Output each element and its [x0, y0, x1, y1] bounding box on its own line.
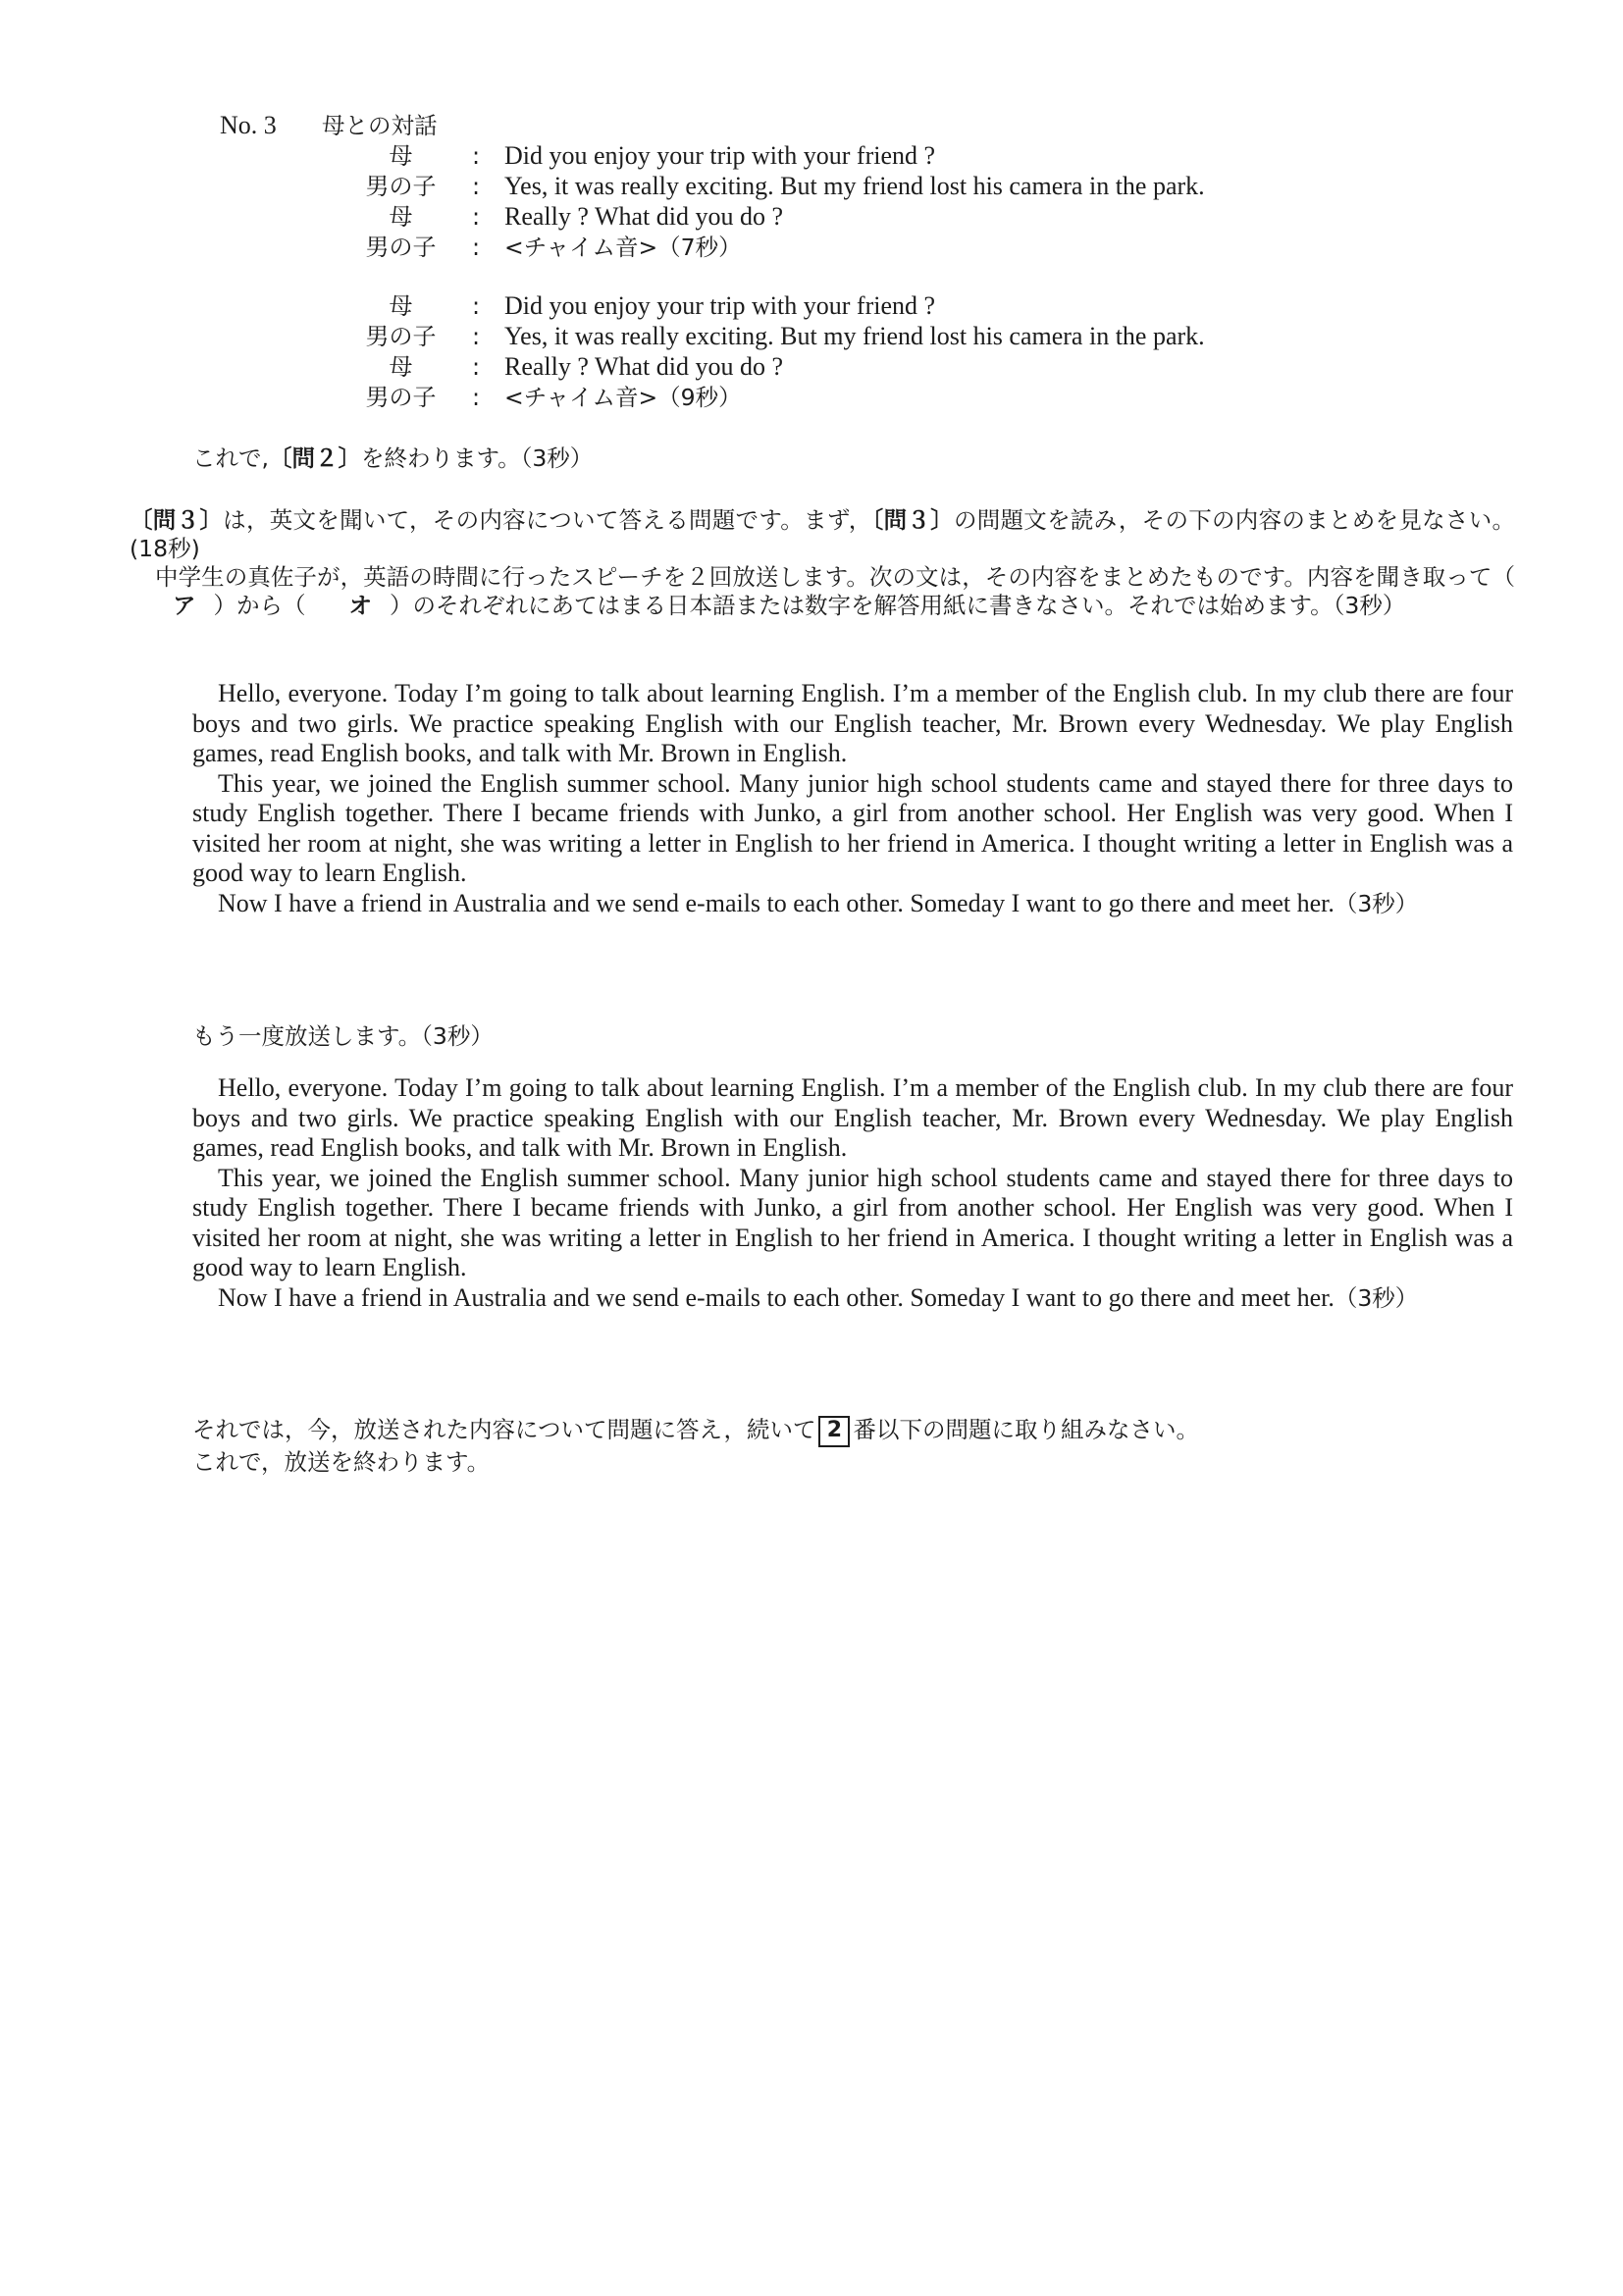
dialogue-line: Did you enjoy your trip with your friend ?: [504, 291, 936, 320]
end-q2-note: [192, 444, 593, 474]
speech-second-reading: [192, 1073, 1513, 1313]
speech-paragraph: Now I have a friend in Australia and we send e-mails to each other. Someday I want to go there and meet her.（3秒）: [218, 888, 1419, 917]
chime-note: <チャイム音>（9秒）: [504, 384, 742, 411]
dialogue-round-1: [340, 141, 1321, 269]
colon: :: [472, 203, 481, 231]
dialogue-line: Did you enjoy your trip with your friend ?: [504, 141, 936, 170]
speech-paragraph: Hello, everyone. Today I’m going to talk about learning English. I’m a member of the English club. In my club there are four boys and two girls. We practice speaking English with our English teacher, Mr. Brown every Wednesday. We play English games, read English books, and talk with Mr. Brown in English.: [192, 1073, 1513, 1162]
dialogue-line: Yes, it was really exciting. But my friend lost his camera in the park.: [504, 172, 1205, 200]
speaker-label: 男の子: [365, 234, 437, 261]
dialogue-round-2: [340, 291, 1321, 419]
speaker-label: 母: [389, 142, 413, 170]
speech-paragraph: Now I have a friend in Australia and we send e-mails to each other. Someday I want to go there and meet her.（3秒）: [218, 1282, 1419, 1312]
chime-note: <チャイム音>（7秒）: [504, 234, 742, 261]
blank-o: オ: [348, 592, 372, 619]
colon: :: [472, 173, 481, 200]
dialogue-line: Really ? What did you do ?: [504, 202, 784, 231]
closing-instruction: [192, 1415, 1199, 1447]
colon: :: [472, 384, 481, 411]
speaker-label: 母: [389, 292, 413, 320]
colon: :: [472, 142, 481, 170]
q2-bracket-label: 〔問２〕: [268, 444, 361, 472]
q3-detail-a: 中学生の真佐子が，英語の時間に行ったスピーチを２回放送します。次の文は，その内容をまとめたものです。内容を聞き取って（: [155, 563, 1515, 591]
colon: :: [472, 234, 481, 261]
closing-text-a: それでは，今，放送された内容について問題に答え，続いて: [192, 1416, 816, 1443]
q3-detail-b: ）から（: [213, 592, 306, 619]
blank-a: ア: [173, 592, 196, 619]
q3-bracket-label-inline: 〔問３〕: [871, 506, 954, 534]
end-q2-post: を終わります。（3秒）: [360, 444, 594, 472]
pause-note: （3秒）: [1334, 1283, 1419, 1312]
speaker-label: 母: [389, 353, 413, 381]
colon: :: [472, 353, 481, 381]
q3-detail: [69, 563, 1515, 620]
question-number: No. 3: [220, 111, 277, 139]
speaker-label: 母: [389, 203, 413, 231]
dialogue-line: Yes, it was really exciting. But my friend lost his camera in the park.: [504, 322, 1205, 350]
q3-detail-c: ）のそれぞれにあてはまる日本語または数字を解答用紙に書きなさい。それでは始めます。（3秒）: [390, 592, 1406, 619]
speaker-label: 男の子: [365, 384, 437, 411]
speaker-label: 男の子: [365, 323, 437, 350]
speaker-label: 男の子: [365, 173, 437, 200]
speech-paragraph: This year, we joined the English summer school. Many junior high school students came and stayed there for three days to study English together. There I became friends with Junko, a girl from another school. Her English was very good. When I visited her room at night, she was writing a letter in English to her friend in America. I thought writing a letter in English was a good way to learn English.: [192, 1163, 1513, 1281]
colon: :: [472, 292, 481, 320]
q3-instructions: [130, 506, 1515, 620]
speech-first-reading: [192, 679, 1513, 918]
q3-intro-text-b: の問題文を読み，その下の内容のまとめを見なさい。(18秒): [130, 506, 1515, 562]
closing-text-b: 番以下の問題に取り組みなさい。: [853, 1416, 1199, 1443]
q3-intro-text: は，英文を聞いて，その内容について答える問題です。まず，: [223, 506, 872, 534]
q3-bracket-label: 〔問３〕: [130, 506, 224, 534]
dialogue-line: Really ? What did you do ?: [504, 352, 784, 381]
dialogue-title: 母との対話: [322, 112, 438, 139]
speech-paragraph: Hello, everyone. Today I’m going to talk about learning English. I’m a member of the English club. In my club there are four boys and two girls. We practice speaking English with our English teacher, Mr. Brown every Wednesday. We play English games, read English books, and talk with Mr. Brown in English.: [192, 679, 1513, 767]
q3-intro-line: [130, 506, 1515, 563]
repeat-note: もう一度放送します。（3秒）: [192, 1022, 494, 1050]
end-q2-pre: これで,: [192, 444, 269, 472]
pause-note: （3秒）: [1334, 889, 1419, 917]
colon: :: [472, 323, 481, 350]
section-number-box: 2: [818, 1416, 850, 1447]
closing-end-note: これで，放送を終わります。: [192, 1448, 491, 1476]
speech-paragraph: This year, we joined the English summer school. Many junior high school students came and stayed there for three days to study English together. There I became friends with Junko, a girl from another school. Her English was very good. When I visited her room at night, she was writing a letter in English to her friend in America. I thought writing a letter in English was a good way to learn English.: [192, 768, 1513, 887]
